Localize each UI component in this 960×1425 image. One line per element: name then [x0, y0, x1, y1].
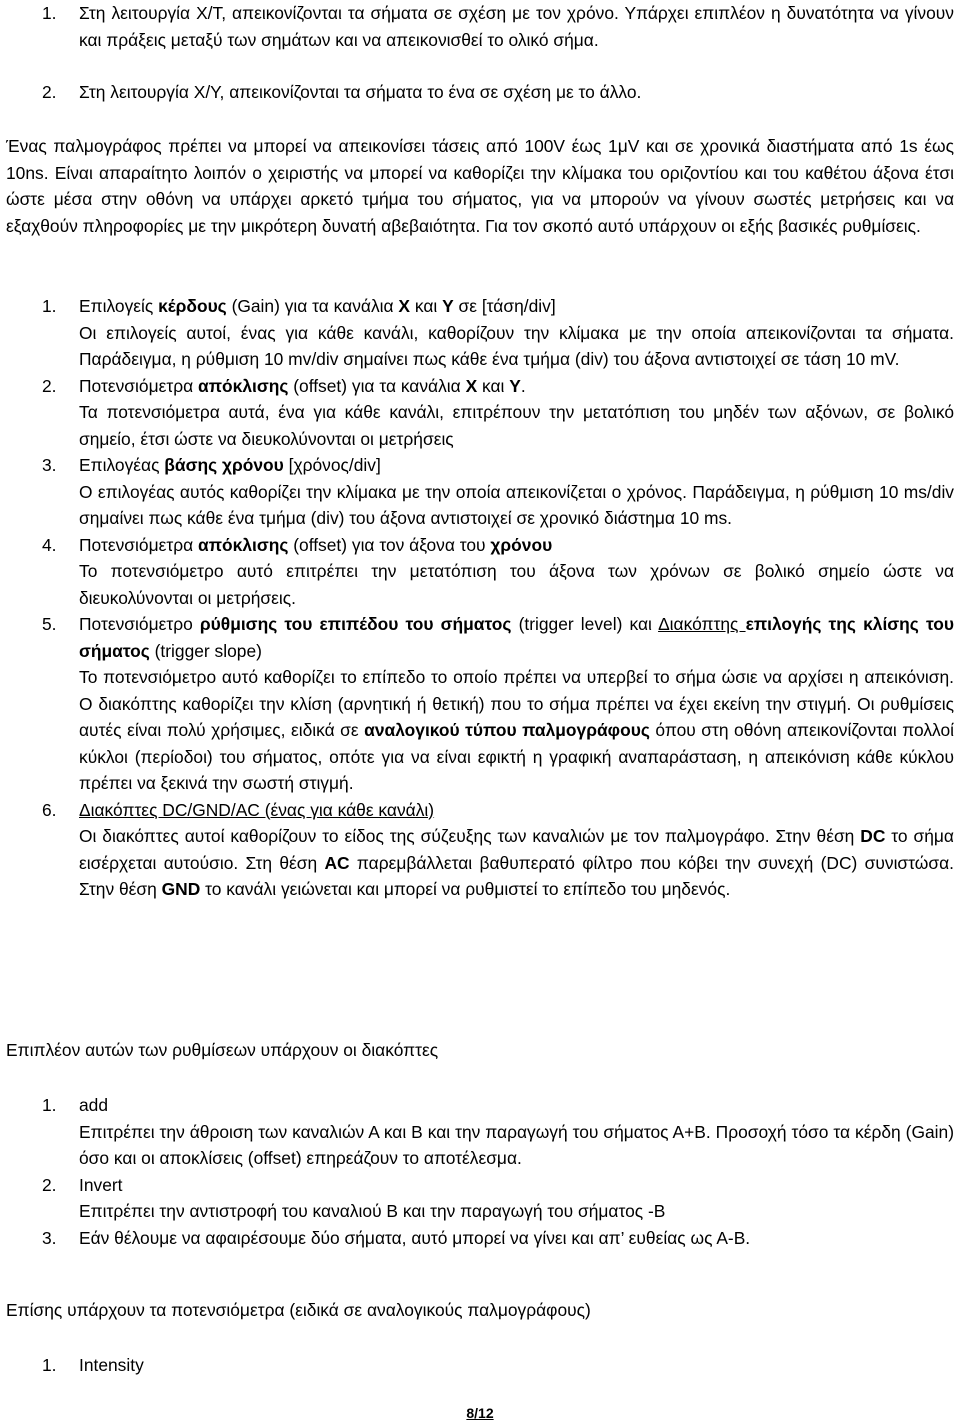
list-item: 6. Διακόπτες DC/GND/AC (ένας για κάθε κανάλι) Οι διακόπτες αυτοί καθορίζουν το είδος της σύζευξης των καναλιών με τον παλμογράφο. Στην θέση DC το σήμα εισέρχεται αυτούσιο. Στη θέση AC παρεμβάλλεται βαθυπερατό φίλτρο που κόβει την συνεχή (DC) συνιστώσα. Στην θέση GND το κανάλι γειώνεται και μπορεί να ρυθμιστεί το επίπεδο του μηδενός. — [42, 799, 954, 899]
list-item: 1. Επιλογείς κέρδους (Gain) για τα κανάλια X και Y σε [τάση/div] Οι επιλογείς αυτοί, ένας για κάθε κανάλι, καθορίζουν την κλίμακα με την οποία απεικονίζονται τα σήματα. Παράδειγμα, η ρύθμιση 10 mv/div σημαίνει πως κάθε ένα τμήμα (div) του άξονα αντιστοιχεί σε τάση 10 mV. — [42, 296, 954, 369]
switches-list — [6, 1092, 954, 1251]
list-item: 2. Ποτενσιόμετρα απόκλισης (offset) για τα κανάλια X και Y. Τα ποτενσιόμετρα αυτά, ένα για κάθε κανάλι, επιτρέπουν την μετατόπιση του μηδέν των αξόνων, σε βολικό σημείο, έτσι ώστε να διευκολύνονται οι μετρήσεις — [42, 375, 954, 449]
list-item: 1. Στη λειτουργία X/T, απεικονίζονται τα σήματα σε σχέση με τον χρόνο. Υπάρχει επιπλέον η δυνατότητα να γίνουν και πράξεις μεταξύ των σημάτων και να απεικονισθεί το ολικό σήμα. — [42, 3, 954, 50]
list-item: 1. add Επιτρέπει την άθροιση των καναλιών Α και Β και την παραγωγή του σήματος Α+Β. Προσοχή τόσο τα κέρδη (Gain) όσο και οι αποκλίσεις (offset) επηρεάζουν το αποτέλεσμα. — [42, 1095, 954, 1168]
list-item: 5. Ποτενσιόμετρο ρύθμισης του επιπέδου του σήματος (trigger level) και Διακόπτης επιλογής της κλίσης του σήματος (trigger slope) Το ποτενσιόμετρο αυτό καθορίζει το επίπεδο το οποίο πρέπει να υπερβεί το σήμα ώσιε να αρχίσει η απεικόνιση. Ο διακόπτης καθορίζει την κλίση (αρνητική ή θετική) που το σήμα πρέπει να έχει εκείνη την στιγμή. Οι ρυθμίσεις αυτές είναι πολύ χρήσιμες, ειδικά σε αναλογικού τύπου παλμογράφους όπου στη οθόνη απεικονίζονται πολλοί κύκλοι (περίοδοι) του σήματος, οπότε για να είναι εφικτή η γραφική αναπαράσταση, η απεικόνιση κάθε κύκλου πρέπει να ξεκινά την σωστή στιγμή. — [42, 614, 954, 793]
switches-intro: Επιπλέον αυτών των ρυθμίσεων υπάρχουν οι διακόπτες — [6, 1040, 439, 1060]
list-item: 2. Στη λειτουργία X/Y, απεικονίζονται τα σήματα το ένα σε σχέση με το άλλο. — [42, 82, 642, 102]
list-item: 3. Εάν θέλουμε να αφαιρέσουμε δύο σήματα, αυτό μπορεί να γίνει και απ’ ευθείας ως Α-Β. — [42, 1227, 751, 1248]
list-item: 2. Invert Επιτρέπει την αντιστροφή του καναλιού Β και την παραγωγή του σήματος -Β — [42, 1174, 666, 1221]
pots-list — [6, 1352, 954, 1379]
list-item: 3. Επιλογέας βάσης χρόνου [χρόνος/div] Ο επιλογέας αυτός καθορίζει την κλίμακα με την οποία απεικονίζεται ο χρόνος. Παράδειγμα, η ρύθμιση 10 ms/div σημαίνει πως κάθε ένα τμήμα (div) του άξονα αντιστοιχεί σε χρονικό διάστημα 10 ms. — [42, 455, 954, 528]
pots-intro: Επίσης υπάρχουν τα ποτενσιόμετρα (ειδικά σε αναλογικούς παλμογράφους) — [6, 1300, 591, 1320]
settings-list — [6, 293, 954, 903]
intro-paragraph: Ένας παλμογράφος πρέπει να μπορεί να απεικονίσει τάσεις από 100V έως 1μV και σε χρονικά διαστήματα από 1s έως 10ns. Είναι απαραίτητο λοιπόν ο χειριστής να μπορεί να καθορίζει την κλίμακα του οριζοντίου και του καθέτου άξονα έτσι ώστε μέσα στην οθόνη να υπάρχει αρκετό τμήμα του σήματος, για να μπορούν να γίνουν σωστές μετρήσεις και να εξαχθούν πληροφορίες με την μικρότερη δυνατή αβεβαιότητα. Για τον σκοπό αυτό υπάρχουν οι εξής βασικές ρυθμίσεις. — [6, 136, 954, 236]
page-number: 8/12 — [466, 1405, 494, 1421]
list-item: 4. Ποτενσιόμετρα απόκλισης (offset) για τον άξονα του χρόνου Το ποτενσιόμετρο αυτό επιτρέπει την μετατόπιση του άξονα των χρόνων σε βολικό σημείο ώστε να διευκολύνονται οι μετρήσεις. — [42, 534, 954, 608]
list-item: 1. Intensity — [42, 1355, 144, 1375]
mode-list — [6, 0, 954, 106]
